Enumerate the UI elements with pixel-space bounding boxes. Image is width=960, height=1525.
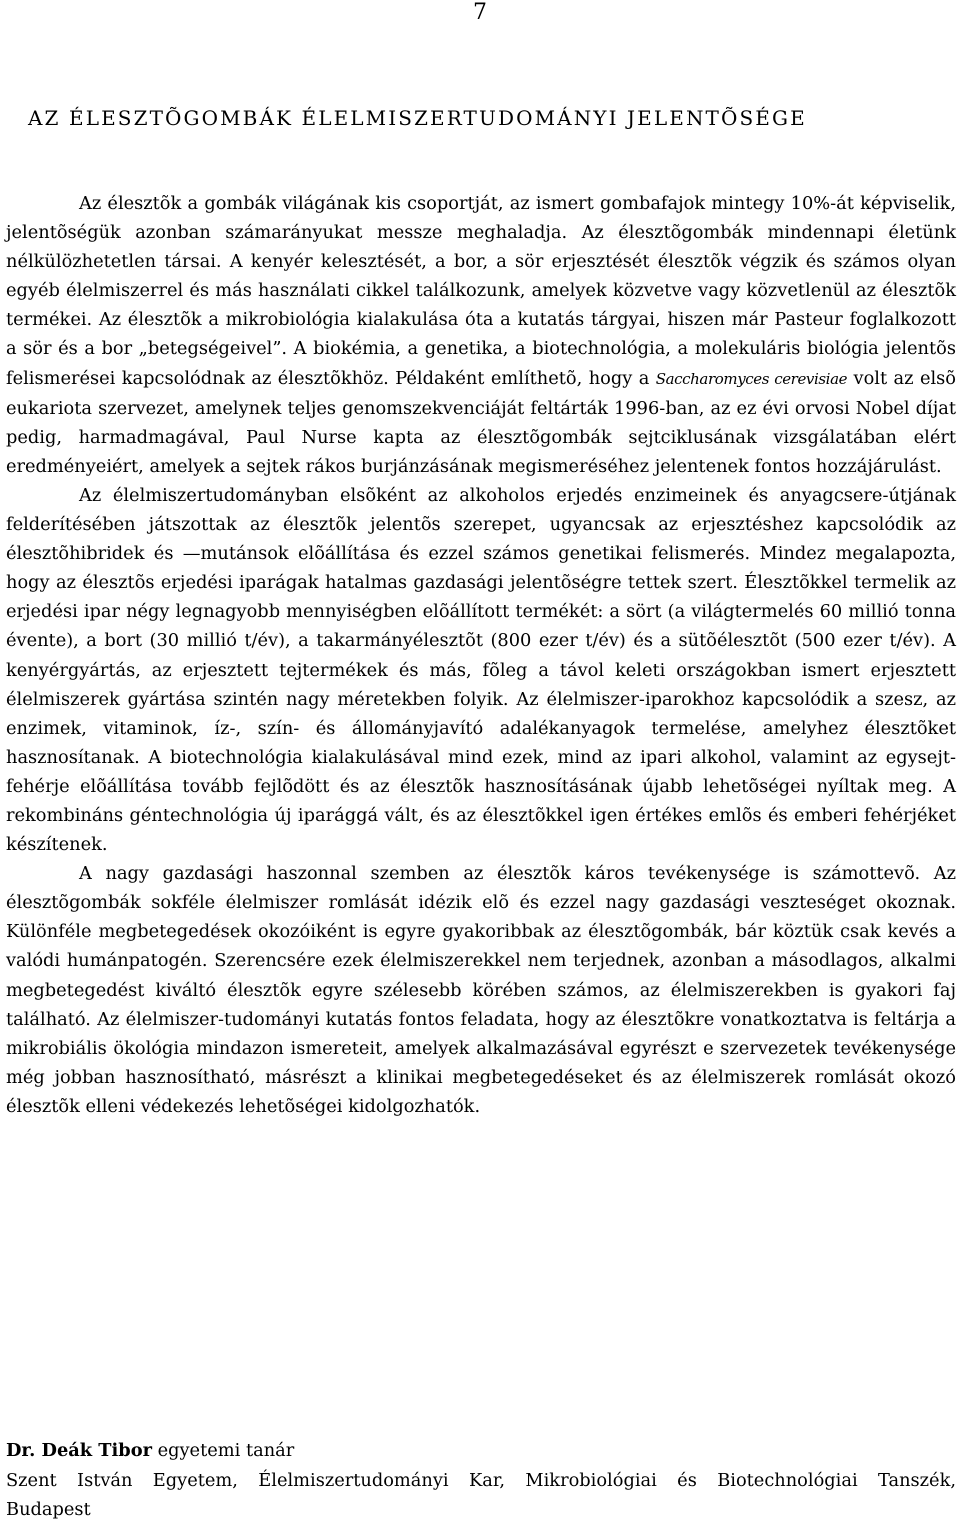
author-city: Budapest	[6, 1499, 91, 1520]
paragraph-1	[6, 189, 956, 481]
author-affiliation: Szent István Egyetem, Élelmiszertudományi Kar, Mikrobiológiai és Biotechnológiai Tanszék,	[6, 1469, 956, 1491]
author-line	[6, 1436, 956, 1466]
author-name: Dr. Deák Tibor	[6, 1440, 152, 1461]
author-position: egyetemi tanár	[151, 1440, 295, 1461]
author-block	[6, 1436, 956, 1525]
paragraph-2: Az élelmiszertudományban elsõként az alkoholos erjedés enzimeinek és anyagcsere-útjának felderítésében játszottak az élesztõk jelentõs szerepet, ugyancsak az erjesztéshez kapcsolódik az élesztõhibridek és —mutánsok elõállítása és ezzel számos genetikai felismerés. Mindez megalapozta, hogy az élesztõs erjedési iparágak hatalmas gazdasági jelentõségre tettek szert. Élesztõkkel termelik az erjedési ipar négy legnagyobb mennyiségben elõállított termékét: a sört (a világtermelés 60 millió tonna évente), a bort (30 millió t/év), a takarmányélesztõt (800 ezer t/év) és a sütõélesztõt (500 ezer t/év). A kenyérgyártás, az erjesztett tejtermékek és más, fõleg a távol keleti országokban ismert erjesztett élelmiszerek gyártása szintén nagy méretekben folyik. Az élelmiszer-iparokhoz kapcsolódik a szesz, az enzimek, vitaminok, íz-, szín- és állományjavító adalékanyagok termelése, amelyhez élesztõket hasznosítanak. A biotechnológia kialakulásával mind ezek, mind az ipari alkohol, valamint az egysejt-fehérje elõállítása tovább fejlõdött és az élesztõk hasznosításának újabb lehetõségei nyíltak meg. A rekombináns géntechnológia új iparággá vált, és az élesztõkkel igen értékes emlõs és emberi fehérjéket készítenek.	[6, 484, 956, 856]
article-body	[6, 189, 956, 1121]
paragraph-1-text-b: volt az elsõ eukariota szervezet, amelynek teljes genomszekvenciáját feltárták 1996-ban, az ez évi orvosi Nobel díjat pedig, harmadmagával, Paul Nurse kapta az élesztõgombák sejtciklusának vizsgálatában elért eredményeiért, amelyek a sejtek rákos burjánzásának megismeréséhez jelentenek fontos hozzájárulást.	[6, 367, 956, 477]
species-name: Saccharomyces cerevisiae	[655, 369, 848, 388]
paragraph-3: A nagy gazdasági haszonnal szemben az élesztõk káros tevékenysége is számottevõ. Az élesztõgombák sokféle élelmiszer romlását idézik elõ és ezzel nagy gazdasági veszteséget okoznak. Különféle megbetegedések okozóiként is egyre gyakoribbak az élesztõgombák, bár köztük csak kevés a valódi humánpatogén. Szerencsére ezek élelmiszerekkel nem terjednek, azonban a másodlagos, alkalmi megbetegedést kiváltó élesztõk egyre szélesebb körében számos, az élelmiszerekben is gyakori faj található. Az élelmiszer-tudományi kutatás fontos feladata, hogy az élesztõkre vonatkoztatva is feltárja a mikrobiális ökológia mindazon ismereteit, amelyek alkalmazásával egyrészt e szervezetek tevékenysége még jobban hasznosítható, másrészt a klinikai megbetegedéseket és az élelmiszerek romlását okozó élesztõk elleni védekezés lehetõségei kidolgozhatók.	[6, 863, 956, 1117]
article-title: AZ ÉLESZTÕGOMBÁK ÉLELMISZERTUDOMÁNYI JELENTÕSÉGE	[28, 106, 807, 130]
page-number: 7	[473, 0, 487, 25]
paragraph-1-text-a: Az élesztõk a gombák világának kis csoportját, az ismert gombafajok mintegy 10%-át képviselik, jelentõségük azonban számarányukat messze meghaladja. Az élesztõgombák mindennapi életünk nélkülözhetetlen társai. A kenyér kelesztését, a bor, a sör erjesztését élesztõk végzik és számos olyan egyéb élelmiszerrel és más használati cikkel találkozunk, amelyek közvetve vagy közvetlenül az élesztõk termékei. Az élesztõk a mikrobiológia kialakulása óta a kutatás tárgyai, hiszen már Pasteur foglalkozott a sör és a bor „betegségeivel”. A biokémia, a genetika, a biotechnológia, a molekuláris biológia jelentõs felismerései kapcsolódnak az élesztõkhöz. Példaként említhetõ, hogy a	[6, 193, 956, 389]
